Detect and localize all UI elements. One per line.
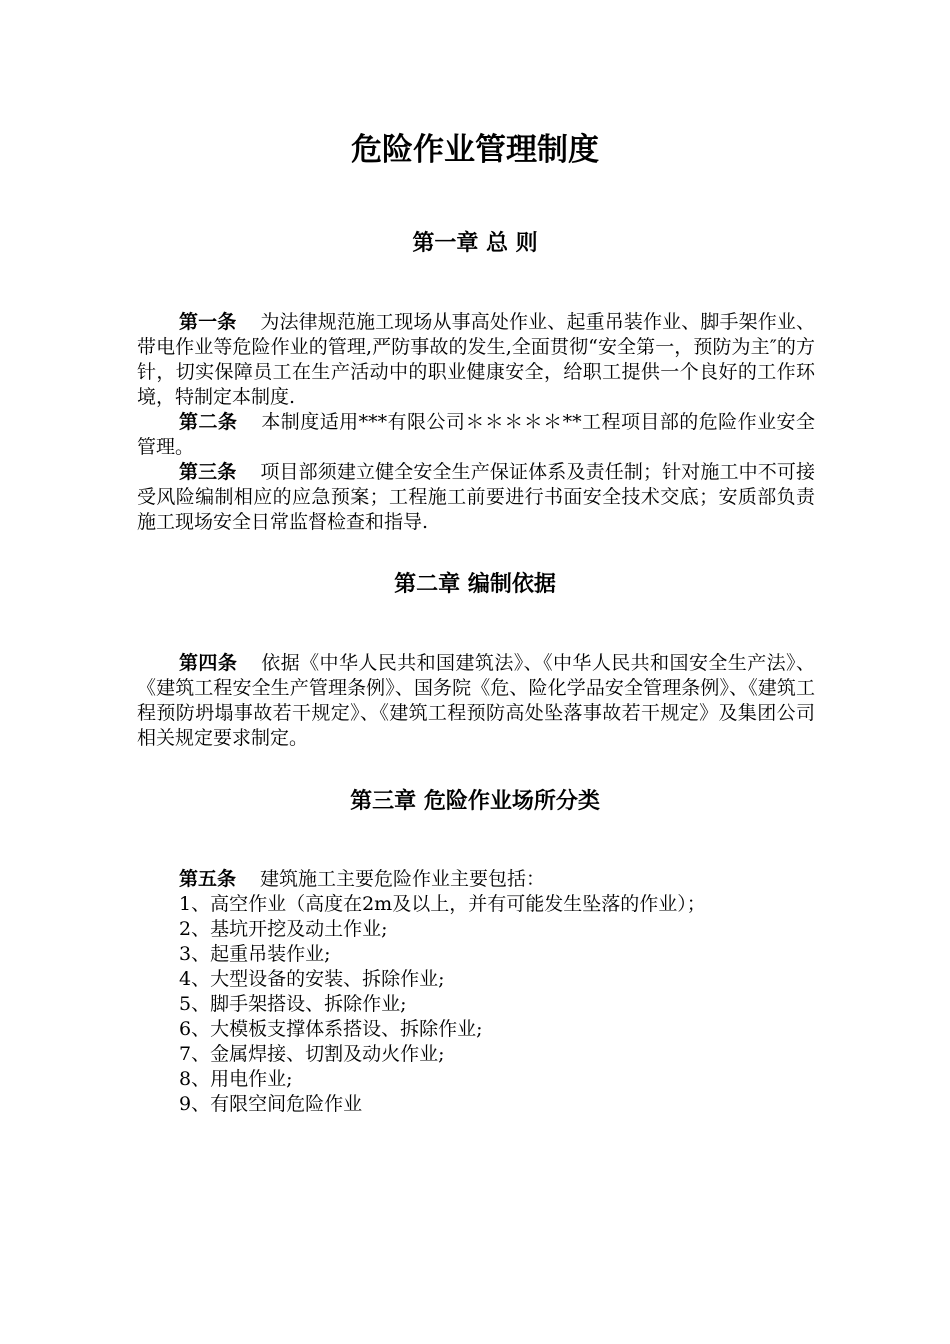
article-5-text: 建筑施工主要危险作业主要包括： bbox=[260, 868, 546, 890]
chapter-3-body bbox=[137, 867, 815, 1117]
list-item: 4、大型设备的安装、拆除作业; bbox=[179, 968, 445, 990]
chapter-1-heading: 第一章 总 则 bbox=[412, 231, 538, 256]
list-item: 5、脚手架搭设、拆除作业; bbox=[179, 993, 407, 1015]
article-2-label: 第二条 bbox=[179, 411, 238, 433]
article-5-label: 第五条 bbox=[179, 868, 237, 890]
article-3-label: 第三条 bbox=[179, 461, 237, 483]
list-item: 3、起重吊装作业; bbox=[179, 943, 331, 965]
chapter-2-body bbox=[137, 651, 815, 751]
article-1 bbox=[137, 310, 815, 410]
list-item: 2、基坑开挖及动土作业; bbox=[179, 918, 388, 940]
article-2 bbox=[137, 410, 815, 460]
article-4-label: 第四条 bbox=[179, 652, 238, 674]
hazardous-work-list bbox=[137, 892, 815, 1117]
article-3-text: 项目部须建立健全安全生产保证体系及责任制；针对施工中不可接受风险编制相应的应急预案；工程施工前要进行书面安全技术交底；安质部负责施工现场安全日常监督检查和指导. bbox=[137, 461, 815, 533]
list-item: 7、金属焊接、切割及动火作业; bbox=[179, 1043, 445, 1065]
list-item: 9、有限空间危险作业 bbox=[179, 1093, 363, 1115]
chapter-3-heading: 第三章 危险作业场所分类 bbox=[350, 789, 600, 814]
article-1-text: 为法律规范施工现场从事高处作业、起重吊装作业、脚手架作业、带电作业等危险作业的管理,严防事故的发生,全面贯彻“安全第一，预防为主″的方针，切实保障员工在生产活动中的职业健康安全，给职工提供一个良好的工作环境，特制定本制度. bbox=[137, 311, 815, 408]
chapter-2-heading: 第二章 编制依据 bbox=[394, 572, 556, 597]
chapter-1-body bbox=[137, 310, 815, 535]
article-2-text: 本制度适用***有限公司＊＊＊＊＊**工程项目部的危险作业安全管理。 bbox=[137, 411, 815, 458]
document-title: 危险作业管理制度 bbox=[351, 132, 599, 168]
article-3 bbox=[137, 460, 815, 535]
article-5 bbox=[137, 867, 815, 892]
list-item: 6、大模板支撑体系搭设、拆除作业; bbox=[179, 1018, 483, 1040]
article-4 bbox=[137, 651, 815, 751]
article-1-label: 第一条 bbox=[179, 311, 237, 333]
list-item: 1、高空作业（高度在2m及以上，并有可能发生坠落的作业）； bbox=[179, 893, 706, 915]
article-4-text: 依据《中华人民共和国建筑法》、《中华人民共和国安全生产法》、《建筑工程安全生产管理条例》、国务院《危、险化学品安全管理条例》、《建筑工程预防坍塌事故若干规定》、《建筑工程预防高处坠落事故若干规定》及集团公司相关规定要求制定。 bbox=[137, 652, 815, 749]
list-item: 8、用电作业; bbox=[179, 1068, 293, 1090]
